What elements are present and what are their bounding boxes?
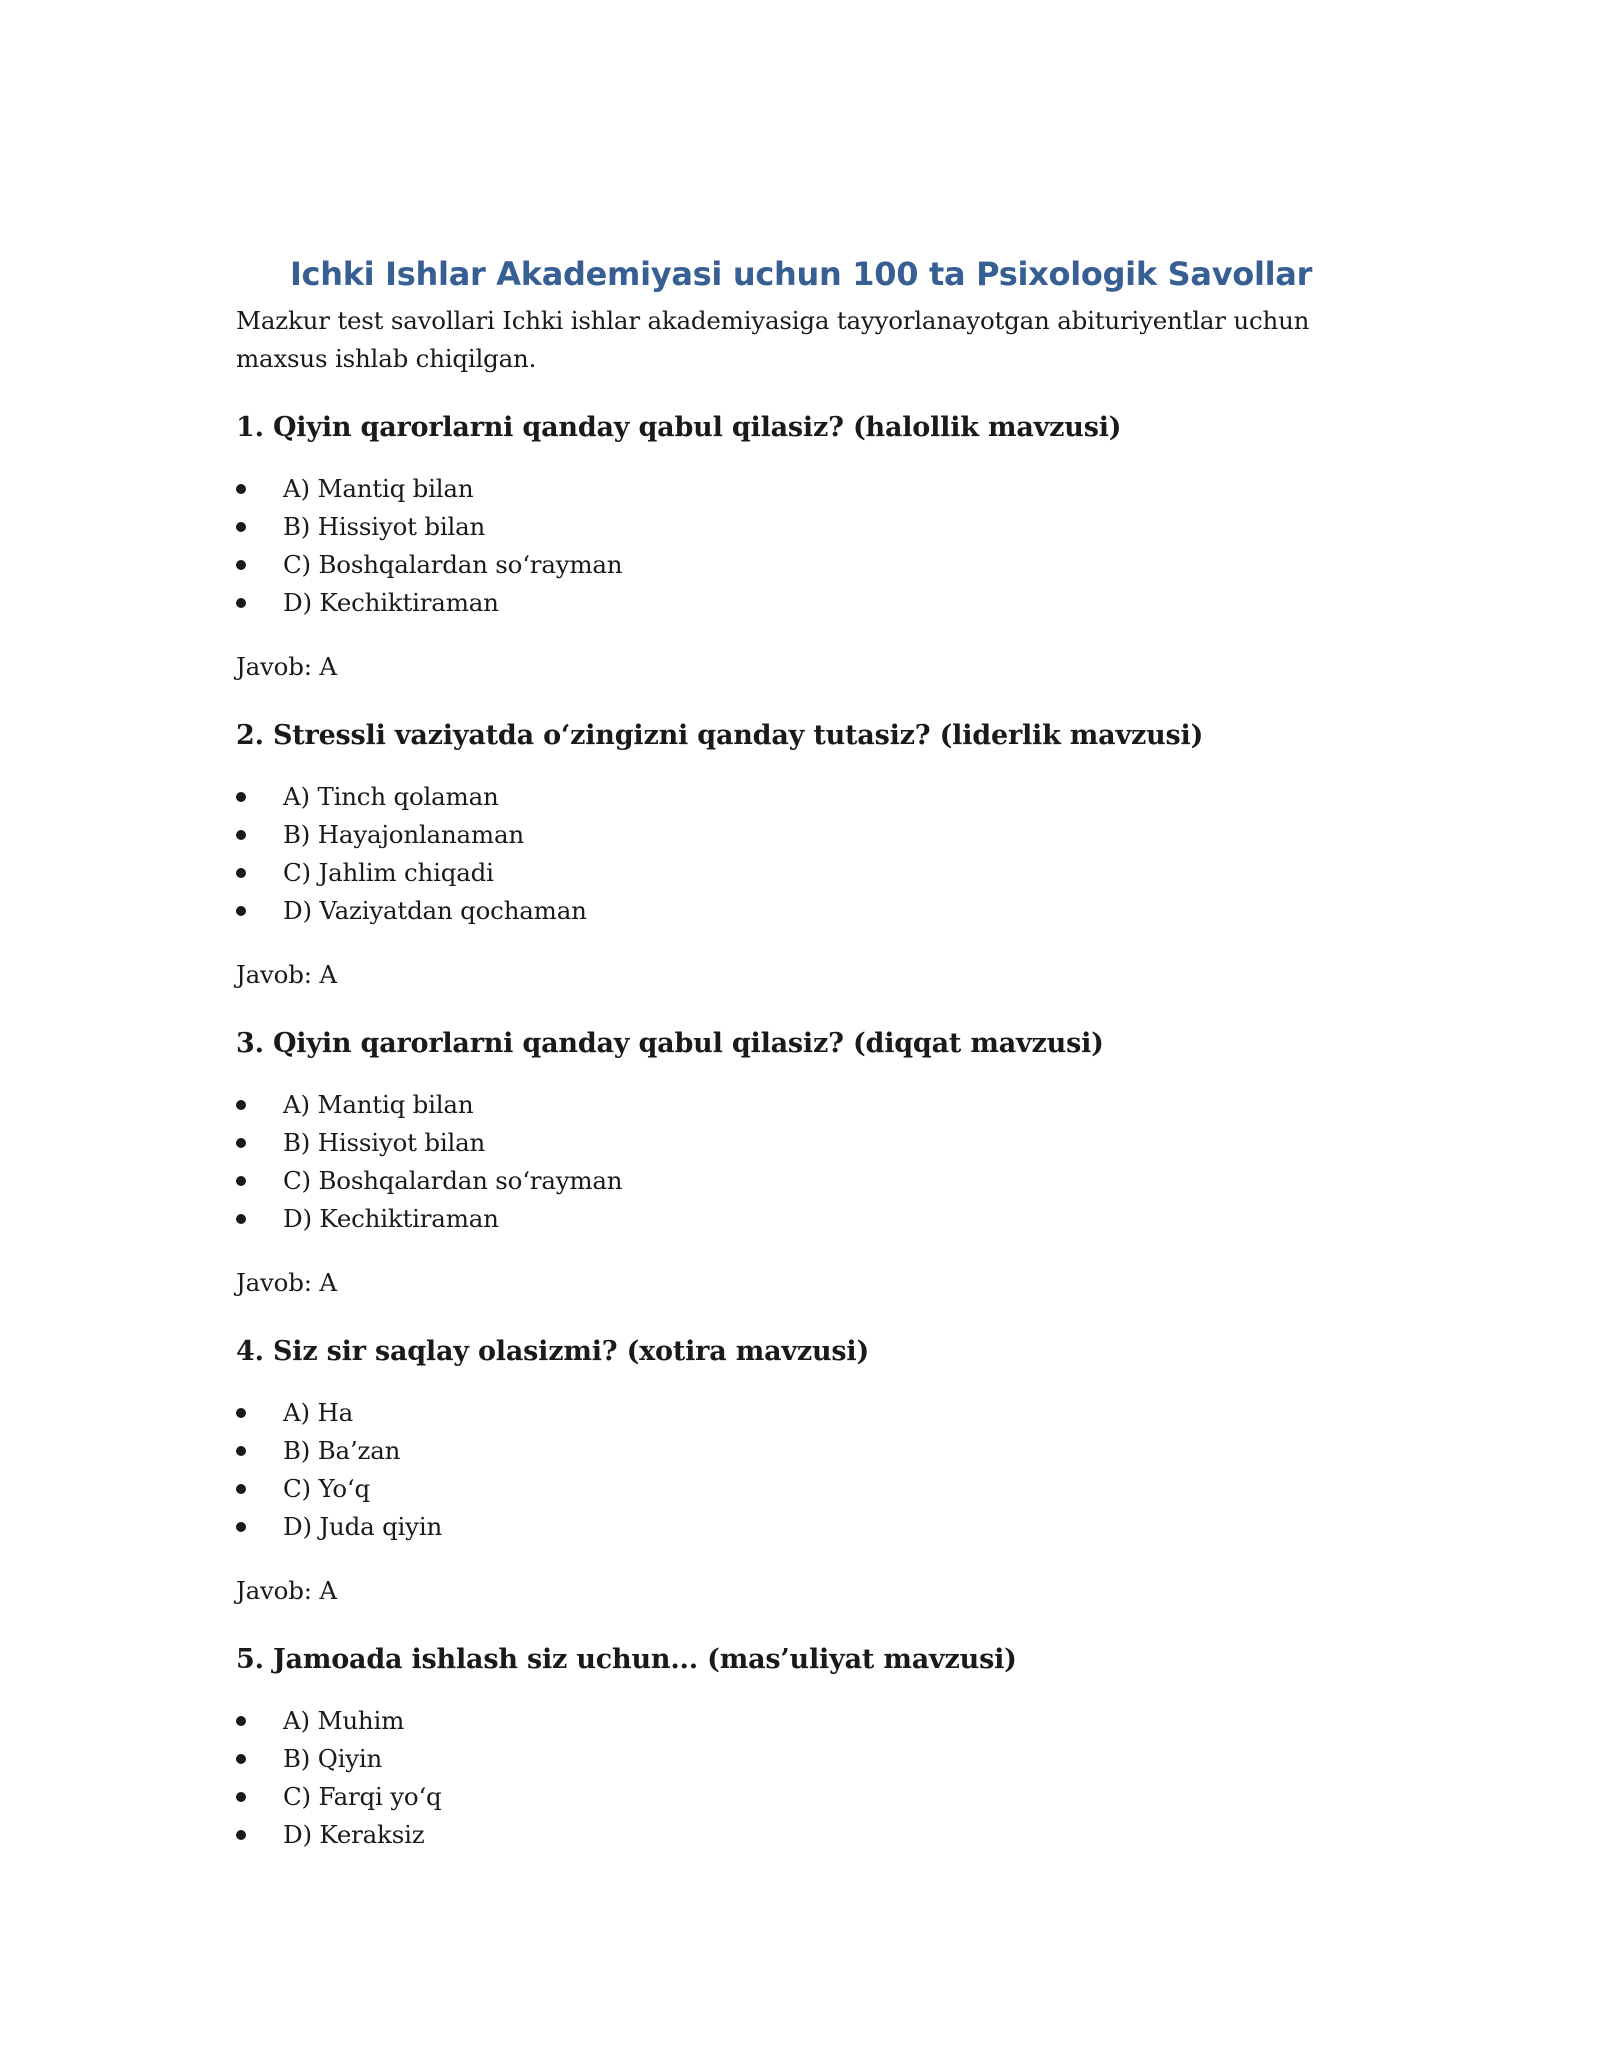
- bullet-icon: [236, 1446, 246, 1456]
- option-item: [236, 1162, 1366, 1200]
- bullet-icon: [236, 484, 246, 494]
- option-item: [236, 1086, 1366, 1124]
- option-item: [236, 854, 1366, 892]
- question-4: [236, 1332, 1366, 1610]
- bullet-icon: [236, 1100, 246, 1110]
- option-list: [236, 1086, 1366, 1238]
- option-label: D) Vaziyatdan qochaman: [283, 896, 587, 925]
- option-label: A) Tinch qolaman: [283, 782, 499, 811]
- question-heading: 4. Siz sir saqlay olasizmi? (xotira mavzusi): [236, 1336, 870, 1367]
- bullet-icon: [236, 1214, 246, 1224]
- option-item: [236, 584, 1366, 622]
- option-label: C) Boshqalardan so‘rayman: [283, 550, 623, 579]
- question-heading: 1. Qiyin qarorlarni qanday qabul qilasiz? (halollik mavzusi): [236, 412, 1122, 443]
- option-label: A) Mantiq bilan: [283, 1090, 474, 1119]
- option-label: B) Ba’zan: [283, 1436, 401, 1465]
- answer-line: Javob: A: [236, 960, 337, 989]
- option-label: D) Keraksiz: [283, 1820, 425, 1849]
- option-item: [236, 778, 1366, 816]
- document-intro: Mazkur test savollari Ichki ishlar akademiyasiga tayyorlanayotgan abituriyentlar uchun maxsus ishlab chiqilgan.: [236, 306, 1310, 373]
- question-heading: 2. Stressli vaziyatda o‘zingizni qanday tutasiz? (liderlik mavzusi): [236, 720, 1204, 751]
- option-list: [236, 778, 1366, 930]
- option-item: [236, 1200, 1366, 1238]
- option-item: [236, 508, 1366, 546]
- option-item: [236, 1778, 1366, 1816]
- option-label: A) Muhim: [283, 1706, 405, 1735]
- option-item: [236, 1740, 1366, 1778]
- option-item: [236, 1702, 1366, 1740]
- option-item: [236, 892, 1366, 930]
- bullet-icon: [236, 1408, 246, 1418]
- option-label: A) Ha: [283, 1398, 354, 1427]
- bullet-icon: [236, 1138, 246, 1148]
- option-label: C) Farqi yo‘q: [283, 1782, 442, 1811]
- option-item: [236, 1508, 1366, 1546]
- option-item: [236, 1816, 1366, 1854]
- option-label: C) Jahlim chiqadi: [283, 858, 494, 887]
- document-body: [236, 252, 1366, 1854]
- bullet-icon: [236, 792, 246, 802]
- answer-line: Javob: A: [236, 1576, 337, 1605]
- bullet-icon: [236, 868, 246, 878]
- question-2: [236, 716, 1366, 994]
- bullet-icon: [236, 906, 246, 916]
- bullet-icon: [236, 598, 246, 608]
- option-item: [236, 546, 1366, 584]
- option-label: A) Mantiq bilan: [283, 474, 474, 503]
- option-label: B) Qiyin: [283, 1744, 383, 1773]
- option-item: [236, 470, 1366, 508]
- option-item: [236, 1394, 1366, 1432]
- option-label: D) Juda qiyin: [283, 1512, 443, 1541]
- question-heading: 5. Jamoada ishlash siz uchun... (mas’uliyat mavzusi): [236, 1644, 1017, 1675]
- bullet-icon: [236, 522, 246, 532]
- bullet-icon: [236, 1830, 246, 1840]
- option-item: [236, 1124, 1366, 1162]
- option-label: B) Hissiyot bilan: [283, 1128, 486, 1157]
- answer-line: Javob: A: [236, 1268, 337, 1297]
- question-3: [236, 1024, 1366, 1302]
- option-list: [236, 1702, 1366, 1854]
- option-item: [236, 1432, 1366, 1470]
- bullet-icon: [236, 1754, 246, 1764]
- bullet-icon: [236, 1176, 246, 1186]
- question-heading: 3. Qiyin qarorlarni qanday qabul qilasiz? (diqqat mavzusi): [236, 1028, 1104, 1059]
- option-label: D) Kechiktiraman: [283, 588, 499, 617]
- answer-line: Javob: A: [236, 652, 337, 681]
- option-label: B) Hissiyot bilan: [283, 512, 486, 541]
- option-item: [236, 816, 1366, 854]
- option-label: B) Hayajonlanaman: [283, 820, 524, 849]
- bullet-icon: [236, 1484, 246, 1494]
- option-list: [236, 470, 1366, 622]
- question-5: [236, 1640, 1366, 1854]
- bullet-icon: [236, 830, 246, 840]
- option-list: [236, 1394, 1366, 1546]
- option-label: C) Boshqalardan so‘rayman: [283, 1166, 623, 1195]
- option-label: D) Kechiktiraman: [283, 1204, 499, 1233]
- document-title: Ichki Ishlar Akademiyasi uchun 100 ta Psixologik Savollar: [289, 255, 1313, 293]
- question-1: [236, 408, 1366, 686]
- bullet-icon: [236, 1522, 246, 1532]
- bullet-icon: [236, 1716, 246, 1726]
- bullet-icon: [236, 1792, 246, 1802]
- option-label: C) Yo‘q: [283, 1474, 370, 1503]
- option-item: [236, 1470, 1366, 1508]
- bullet-icon: [236, 560, 246, 570]
